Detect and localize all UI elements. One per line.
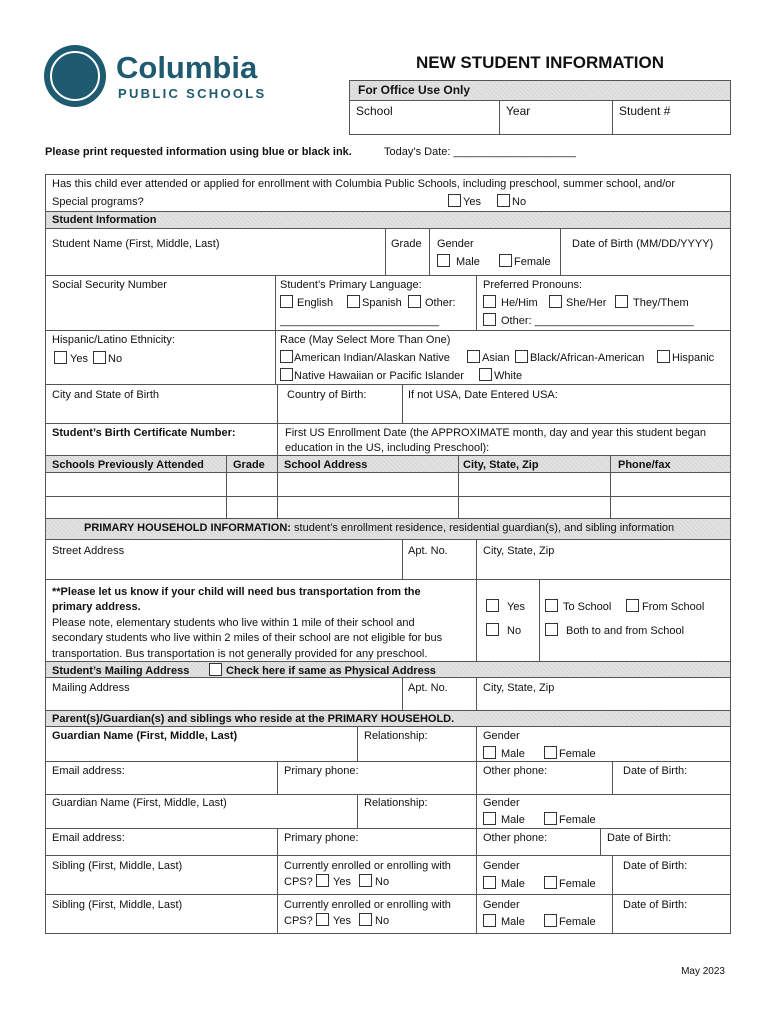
sibling2-cps-no-checkbox[interactable] — [359, 913, 372, 926]
logo-subtitle: PUBLIC SCHOOLS — [118, 86, 267, 101]
bus-note-line1: **Please let us know if your child will need bus transportation from the — [52, 586, 421, 598]
guardian2-female-label: Female — [559, 814, 596, 826]
guardian2-male-label: Male — [501, 814, 525, 826]
bus-yes-checkbox[interactable] — [486, 599, 499, 612]
race-native-hawaiian-label: Native Hawaiian or Pacific Islander — [294, 370, 464, 382]
attended-question-line2: Special programs? — [52, 196, 144, 208]
schools-row-2[interactable] — [46, 496, 730, 518]
race-hispanic-label: Hispanic — [672, 352, 715, 364]
sibling1-cps-no-checkbox[interactable] — [359, 874, 372, 887]
guardian1-email-label: Email address: — [52, 765, 125, 777]
male-checkbox[interactable] — [437, 254, 450, 267]
race-white-checkbox[interactable] — [479, 368, 492, 381]
race-asian-label: Asian — [482, 352, 510, 364]
from-school-label: From School — [642, 601, 705, 613]
he-him-label: He/Him — [501, 297, 538, 309]
guardian1-male-checkbox[interactable] — [483, 746, 496, 759]
grade-label: Grade — [391, 238, 422, 250]
attended-question: Has this child ever attended or applied for enrollment with Columbia Public Schools, including preschool, summer school, and/or — [52, 178, 676, 190]
guardian1-other-phone-label: Other phone: — [483, 765, 548, 777]
ink-instructions: Please print requested information using blue or black ink. — [45, 146, 352, 158]
schools-grade-header: Grade — [233, 459, 265, 471]
city-state-birth-label: City and State of Birth — [52, 389, 159, 401]
sibling1-female-label: Female — [559, 878, 596, 890]
sibling1-enrolled-label: Currently enrolled or enrolling with — [284, 860, 451, 872]
schools-row-1[interactable] — [46, 473, 730, 496]
guardian2-email-label: Email address: — [52, 832, 125, 844]
hispanic-no-checkbox[interactable] — [93, 351, 106, 364]
guardian1-female-label: Female — [559, 748, 596, 760]
office-student-number-label: Student # — [619, 104, 671, 118]
sibling2-male-label: Male — [501, 916, 525, 928]
date-entered-usa-label: If not USA, Date Entered USA: — [408, 389, 558, 401]
mailing-address-label: Mailing Address — [52, 682, 130, 694]
pronouns-label: Preferred Pronouns: — [483, 279, 583, 291]
bus-note-line4: secondary students who live within 2 miles of their school are not eligible for bus — [52, 632, 443, 644]
office-school-label: School — [356, 104, 393, 118]
country-birth-label: Country of Birth: — [287, 389, 367, 401]
race-white-label: White — [494, 370, 523, 382]
female-label: Female — [514, 256, 551, 268]
they-them-label: They/Them — [633, 297, 689, 309]
race-native-hawaiian-checkbox[interactable] — [280, 368, 293, 381]
attended-no-label: No — [512, 196, 527, 208]
sibling2-female-label: Female — [559, 916, 596, 928]
sibling1-name-label: Sibling (First, Middle, Last) — [52, 860, 183, 872]
sibling1-dob-label: Date of Birth: — [623, 860, 688, 872]
sibling2-gender-label: Gender — [483, 899, 520, 911]
sibling2-cps-no-label: No — [375, 915, 390, 927]
guardian1-primary-phone-label: Primary phone: — [284, 765, 359, 777]
mailing-apt-label: Apt. No. — [408, 682, 448, 694]
schools-city-header: City, State, Zip — [463, 459, 539, 471]
guardian2-primary-phone-label: Primary phone: — [284, 832, 359, 844]
gender-label: Gender — [437, 238, 474, 250]
both-directions-label: Both to and from School — [566, 625, 685, 637]
guardian1-gender-label: Gender — [483, 730, 520, 742]
other-language-label: Other: — [425, 297, 456, 309]
guardians-heading: Parent(s)/Guardian(s) and siblings who reside at the PRIMARY HOUSEHOLD. — [52, 713, 455, 725]
pronoun-other-label[interactable]: Other: __________________________ — [501, 315, 694, 327]
sibling1-male-checkbox[interactable] — [483, 876, 496, 889]
she-her-checkbox[interactable] — [549, 295, 562, 308]
bus-yes-label: Yes — [507, 601, 525, 613]
attended-yes-label: Yes — [463, 196, 481, 208]
student-info-heading: Student Information — [52, 214, 157, 226]
us-enrollment-label: First US Enrollment Date (the APPROXIMATE month, day and year this student began — [285, 427, 707, 439]
guardian2-gender-label: Gender — [483, 797, 520, 809]
schools-address-header: School Address — [284, 459, 368, 471]
race-american-indian-checkbox[interactable] — [280, 350, 293, 363]
hispanic-no-label: No — [108, 353, 123, 365]
mailing-city-state-zip-label: City, State, Zip — [483, 682, 555, 694]
ssn-label: Social Security Number — [52, 279, 167, 291]
street-address-label: Street Address — [52, 545, 125, 557]
us-enrollment-label-line2: education in the US, including Preschool): — [285, 442, 490, 454]
spanish-checkbox[interactable] — [347, 295, 360, 308]
guardian1-relationship-label: Relationship: — [364, 730, 428, 742]
bus-note-line5: transportation. Bus transportation is not generally provided for any preschool. — [52, 648, 428, 660]
english-label: English — [297, 297, 334, 309]
same-as-physical-label: Check here if same as Physical Address — [226, 665, 436, 677]
logo-name: Columbia — [116, 50, 258, 85]
race-label: Race (May Select More Than One) — [280, 334, 451, 346]
sibling2-name-label: Sibling (First, Middle, Last) — [52, 899, 183, 911]
primary-language-label: Student’s Primary Language: — [280, 279, 422, 291]
hispanic-yes-label: Yes — [70, 353, 88, 365]
female-checkbox[interactable] — [499, 254, 512, 267]
form-title: NEW STUDENT INFORMATION — [415, 53, 665, 72]
pronoun-other-checkbox[interactable] — [483, 313, 496, 326]
sibling2-male-checkbox[interactable] — [483, 914, 496, 927]
from-school-checkbox[interactable] — [626, 599, 639, 612]
he-him-checkbox[interactable] — [483, 295, 496, 308]
sibling2-cps-label: CPS? — [284, 915, 313, 927]
race-american-indian-label: American Indian/Alaskan Native — [294, 352, 450, 364]
to-school-label: To School — [563, 601, 612, 613]
same-as-physical-checkbox[interactable] — [209, 663, 222, 676]
bus-no-label: No — [507, 625, 522, 637]
sibling1-female-checkbox[interactable] — [544, 876, 557, 889]
schools-attended-header: Schools Previously Attended — [52, 459, 204, 471]
guardian1-male-label: Male — [501, 748, 525, 760]
office-use-heading: For Office Use Only — [350, 81, 730, 101]
english-checkbox[interactable] — [280, 295, 293, 308]
sibling1-male-label: Male — [501, 878, 525, 890]
mailing-heading: Student’s Mailing Address — [52, 665, 190, 677]
bus-no-checkbox[interactable] — [486, 623, 499, 636]
sibling1-cps-no-label: No — [375, 876, 390, 888]
sibling2-cps-yes-checkbox[interactable] — [316, 913, 329, 926]
they-them-checkbox[interactable] — [615, 295, 628, 308]
other-language-line[interactable]: __________________________ — [280, 315, 440, 327]
household-heading: PRIMARY HOUSEHOLD INFORMATION: student’s enrollment residence, residential guardian(s), and sibling information — [84, 522, 675, 534]
other-language-checkbox[interactable] — [408, 295, 421, 308]
guardian1-female-checkbox[interactable] — [544, 746, 557, 759]
apt-label: Apt. No. — [408, 545, 448, 557]
sibling1-cps-label: CPS? — [284, 876, 313, 888]
race-black-label: Black/African-American — [530, 352, 645, 364]
schools-phone-header: Phone/fax — [618, 459, 671, 471]
sibling1-gender-label: Gender — [483, 860, 520, 872]
sibling2-cps-yes-label: Yes — [333, 915, 351, 927]
sibling1-cps-yes-checkbox[interactable] — [316, 874, 329, 887]
guardian2-female-checkbox[interactable] — [544, 812, 557, 825]
bus-note-line3: Please note, elementary students who live within 1 mile of their school and — [52, 617, 415, 629]
she-her-label: She/Her — [566, 297, 607, 309]
student-name-label: Student Name (First, Middle, Last) — [52, 238, 220, 250]
office-year-label: Year — [506, 104, 531, 118]
city-state-zip-label: City, State, Zip — [483, 545, 555, 557]
sibling1-cps-yes-label: Yes — [333, 876, 351, 888]
hispanic-yes-checkbox[interactable] — [54, 351, 67, 364]
sibling2-dob-label: Date of Birth: — [623, 899, 688, 911]
logo-silhouette-icon — [50, 51, 100, 101]
to-school-checkbox[interactable] — [545, 599, 558, 612]
todays-date-field[interactable]: Today’s Date: ____________________ — [384, 146, 576, 158]
hispanic-label: Hispanic/Latino Ethnicity: — [52, 334, 175, 346]
guardian2-name-label: Guardian Name (First, Middle, Last) — [52, 797, 227, 809]
guardian2-male-checkbox[interactable] — [483, 812, 496, 825]
guardian2-other-phone-label: Other phone: — [483, 832, 548, 844]
race-hispanic-checkbox[interactable] — [657, 350, 670, 363]
male-label: Male — [456, 256, 480, 268]
attended-no-checkbox[interactable] — [497, 194, 510, 207]
birth-cert-label: Student’s Birth Certificate Number: — [52, 427, 236, 439]
guardian2-relationship-label: Relationship: — [364, 797, 428, 809]
bus-note-line2: primary address. — [52, 601, 141, 613]
guardian1-name-label: Guardian Name (First, Middle, Last) — [52, 730, 238, 742]
guardian2-dob-label: Date of Birth: — [607, 832, 672, 844]
race-asian-checkbox[interactable] — [467, 350, 480, 363]
spanish-label: Spanish — [362, 297, 402, 309]
both-directions-checkbox[interactable] — [545, 623, 558, 636]
guardian1-dob-label: Date of Birth: — [623, 765, 688, 777]
dob-label: Date of Birth (MM/DD/YYYY) — [572, 238, 714, 250]
race-black-checkbox[interactable] — [515, 350, 528, 363]
attended-yes-checkbox[interactable] — [448, 194, 461, 207]
footer-date: May 2023 — [681, 966, 725, 977]
sibling2-female-checkbox[interactable] — [544, 914, 557, 927]
sibling2-enrolled-label: Currently enrolled or enrolling with — [284, 899, 451, 911]
